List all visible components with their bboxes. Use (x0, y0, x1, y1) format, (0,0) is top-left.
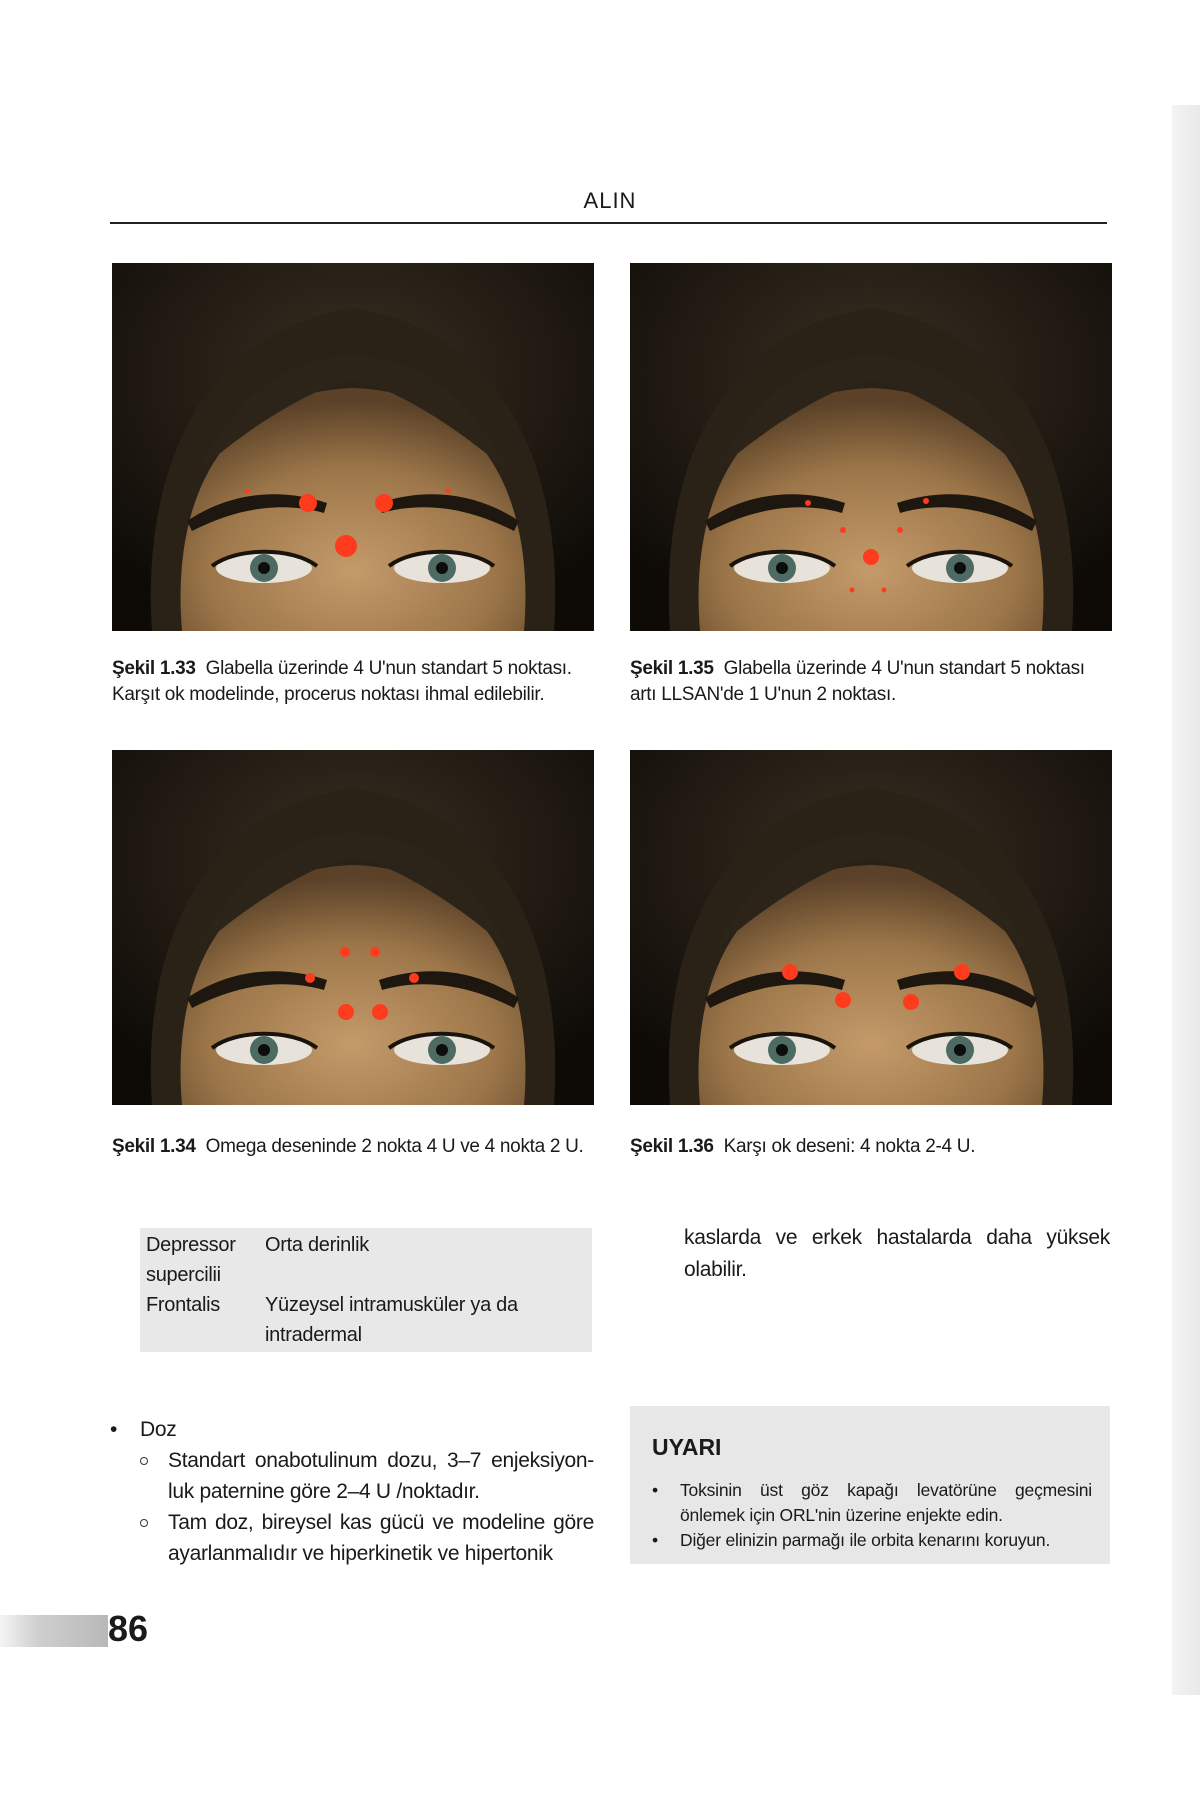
figure-caption-text: Glabella üzerinde 4 U'nun standart 5 noktası. Karşıt ok modelinde, procerus noktası ihmal edilebilir. (112, 658, 572, 705)
page-number-bar (0, 1615, 108, 1647)
warning-title: UYARI (652, 1434, 722, 1460)
hollow-bullet-icon (140, 1457, 148, 1465)
hollow-bullet-icon (140, 1519, 148, 1527)
figure-caption (112, 656, 594, 708)
figure-label: Şekil 1.35 (630, 658, 714, 679)
muscle-name: Frontalis (146, 1294, 220, 1316)
figure-caption-text: Omega deseninde 2 nokta 4 U ve 4 nokta 2 U. (205, 1136, 584, 1157)
figure-1-34-image (112, 750, 594, 1105)
warning-box (630, 1406, 1110, 1564)
dose-item-text: Standart onabotulinum dozu, 3–7 enjeksiyon-luk paternine göre 2–4 U /noktadır. (168, 1449, 594, 1503)
dose-item-text: Tam doz, bireysel kas gücü ve modeline göre ayarlanmalıdır ve hiperkinetik ve hipertonik (168, 1511, 594, 1565)
dose-heading: • Doz (110, 1414, 594, 1445)
dose-list (110, 1414, 594, 1569)
body-paragraph: kaslarda ve erkek hastalarda daha yüksek olabilir. (684, 1226, 1110, 1281)
dose-item (110, 1507, 594, 1569)
injection-depth-table (140, 1228, 592, 1352)
figure-caption (630, 1134, 1112, 1160)
figure-caption (630, 656, 1112, 708)
figure-caption (112, 1134, 594, 1160)
figure-label: Şekil 1.36 (630, 1136, 714, 1157)
warning-list (652, 1478, 1092, 1553)
page-header: ALIN (583, 188, 637, 213)
figure-label: Şekil 1.34 (112, 1136, 196, 1157)
face-illustration (630, 750, 1112, 1105)
page-number: 86 (108, 1608, 149, 1649)
figure-1-35-image (630, 263, 1112, 631)
page-edge-shadow (1172, 105, 1200, 1695)
muscle-name: Depressor supercilii (146, 1234, 236, 1286)
figure-caption-text: Karşı ok deseni: 4 nokta 2-4 U. (723, 1136, 976, 1157)
figure-caption-text: Glabella üzerinde 4 U'nun standart 5 noktası artı LLSAN'de 1 U'nun 2 noktası. (630, 658, 1085, 705)
injection-depth: Orta derinlik (265, 1234, 369, 1256)
face-illustration (630, 263, 1112, 631)
figure-1-36-image (630, 750, 1112, 1105)
injection-depth: Yüzeysel intramusküler ya da intradermal (265, 1294, 518, 1346)
figure-1-33-image (112, 263, 594, 631)
face-illustration (112, 750, 594, 1105)
figure-label: Şekil 1.33 (112, 658, 196, 679)
warning-item: • Toksinin üst göz kapağı levatörüne geçmesini önlemek için ORL'nin üzerine enjekte edin. (652, 1478, 1092, 1528)
face-illustration (112, 263, 594, 631)
dose-item (110, 1445, 594, 1507)
header-rule (110, 222, 1107, 224)
warning-item: • Diğer elinizin parmağı ile orbita kenarını koruyun. (652, 1528, 1092, 1553)
